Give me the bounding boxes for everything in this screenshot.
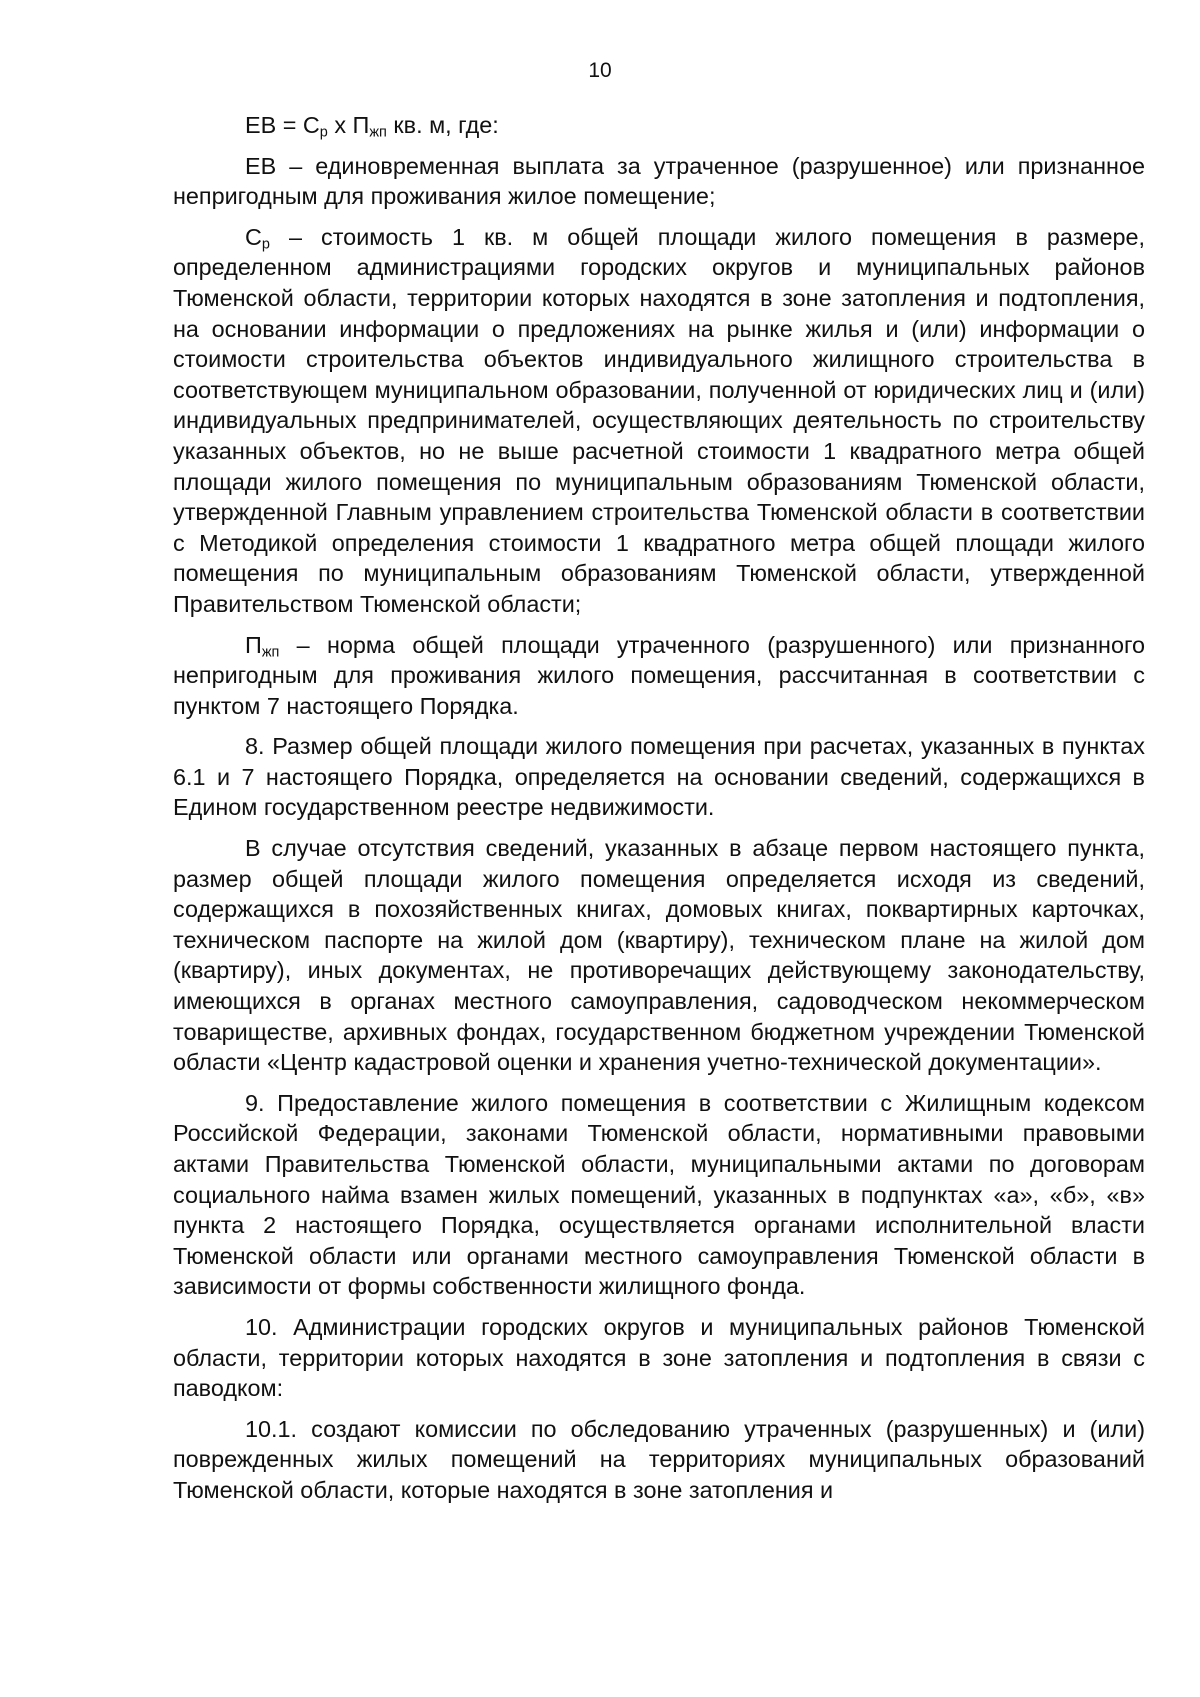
- paragraph-8: 8. Размер общей площади жилого помещения при расчетах, указанных в пунктах 6.1 и 7 настоящего Порядка, определяется на основании сведений, содержащихся в Едином государственном реестре недвижимости.: [173, 733, 1145, 821]
- document-body: [173, 110, 1145, 1516]
- paragraph-10-1: 10.1. создают комиссии по обследованию утраченных (разрушенных) и (или) поврежденных жилых помещений на территориях муниципальных образований Тюменской области, которые находятся в зоне затопления и: [173, 1415, 1145, 1503]
- formula-mid: х П: [327, 112, 370, 138]
- formula-sub-pzhp: жп: [369, 124, 387, 141]
- paragraph-9: 9. Предоставление жилого помещения в соответствии с Жилищным кодексом Российской Федерации, законами Тюменской области, нормативными правовыми актами Правительства Тюменской области, муниципальными актами по договорам социального найма взамен жилых помещений, указанных в подпунктах «а», «б», «в» пункта 2 настоящего Порядка, осуществляется органами исполнительной власти Тюменской области или органами местного самоуправления Тюменской области в зависимости от формы собственности жилищного фонда.: [173, 1089, 1145, 1300]
- definition-ev: ЕВ – единовременная выплата за утраченное (разрушенное) или признанное непригодным для проживания жилое помещение;: [173, 152, 1145, 210]
- definition-cp-text: – стоимость 1 кв. м общей площади жилого помещения в размере, определенном администрациями городских округов и муниципальных районов Тюменской области, территории которых находятся в зоне затопления и подтопления, на основании информации о предложениях на рынке жилья и (или) информации о стоимости строительства объектов индивидуального жилищного строительства в соответствующем муниципальном образовании, полученной от юридических лиц и (или) индивидуальных предпринимателей, осуществляющих деятельность по строительству указанных объектов, но не выше расчетной стоимости 1 квадратного метра общей площади жилого помещения по муниципальным образованиям Тюменской области, утвержденной Главным управлением строительства Тюменской области в соответствии с Методикой определения стоимости 1 квадратного метра общей площади жилого помещения по муниципальным образованиям Тюменской области, утвержденной Правительством Тюменской области;: [173, 223, 1145, 617]
- paragraph-8-second: В случае отсутствия сведений, указанных в абзаце первом настоящего пункта, размер общей площади жилого помещения определяется исходя из сведений, содержащихся в похозяйственных книгах, домовых книгах, поквартирных карточках, техническом паспорте на жилой дом (квартиру), техническом плане на жилой дом (квартиру), иных документах, не противоречащих действующему законодательству, имеющихся в органах местного самоуправления, садоводческом некоммерческом товариществе, архивных фондах, государственном бюджетном учреждении Тюменской области «Центр кадастровой оценки и хранения учетно-технической документации».: [173, 835, 1145, 1076]
- formula-tail: кв. м, где:: [386, 112, 499, 138]
- definition-cp-sub: р: [261, 236, 270, 253]
- definition-cp-symbol: С: [245, 223, 262, 250]
- definition-cp: [173, 222, 1145, 620]
- definition-pzhp: [173, 630, 1145, 722]
- page-number: 10: [588, 59, 612, 82]
- formula-sub-cp: р: [319, 124, 328, 141]
- definition-pzhp-sub: жп: [261, 644, 280, 661]
- formula-lead: ЕВ = С: [245, 112, 320, 138]
- definition-pzhp-text: – норма общей площади утраченного (разрушенного) или признанного непригодным для проживания жилого помещения, рассчитанная в соответствии с пунктом 7 настоящего Порядка.: [173, 631, 1145, 719]
- formula-line: [173, 110, 1145, 141]
- paragraph-10: 10. Администрации городских округов и муниципальных районов Тюменской области, территории которых находятся в зоне затопления и подтопления в связи с паводком:: [173, 1313, 1145, 1402]
- definition-pzhp-symbol: П: [245, 631, 262, 658]
